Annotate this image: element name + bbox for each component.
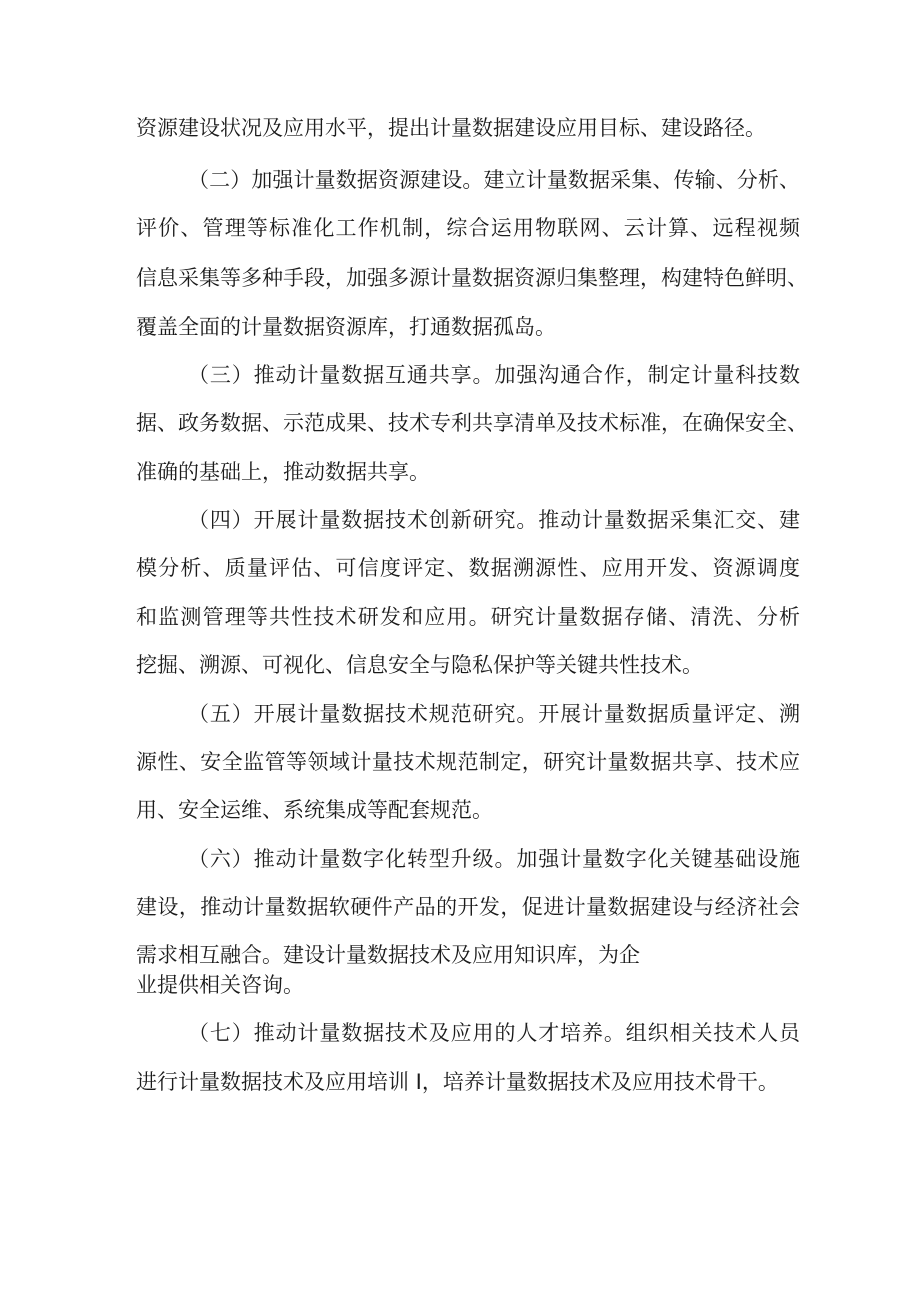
text-line: 源性、安全监管等领域计量技术规范制定，研究计量数据共享、技术应 [136,750,800,774]
paragraph-heading-line: （七）推动计量数据技术及应用的人才培养。组织相关技术人员 [188,1021,800,1045]
text-line: 评价、管理等标准化工作机制，综合运用物联网、云计算、远程视频 [136,216,800,240]
paragraph-heading-line: （三）推动计量数据互通共享。加强沟通合作，制定计量科技数 [188,363,800,387]
text-line: 进行计量数据技术及应用培训 I，培养计量数据技术及应用技术骨干。 [136,1070,779,1094]
text-line: 挖掘、溯源、可视化、信息安全与隐私保护等关键共性技术。 [136,653,703,677]
paragraph-heading-line: （二）加强计量数据资源建设。建立计量数据采集、传输、分析、 [188,168,800,192]
text-line: 模分析、质量评估、可信度评定、数据溯源性、应用开发、资源调度 [136,556,800,580]
paragraph-heading-line: （四）开展计量数据技术创新研究。推动计量数据采集汇交、建 [188,508,800,532]
text-line: 建设，推动计量数据软硬件产品的开发，促进计量数据建设与经济社会 [136,895,800,919]
text-line: 和监测管理等共性技术研发和应用。研究计量数据存储、清洗、分析 [136,605,800,629]
paragraph-heading-line: （六）推动计量数字化转型升级。加强计量数字化关键基础设施 [188,847,800,871]
text-line: 用、安全运维、系统集成等配套规范。 [136,798,493,822]
text-line: 覆盖全面的计量数据资源库，打通数据孤岛。 [136,315,556,339]
text-line: 信息采集等多种手段，加强多源计量数据资源归集整理，构建特色鲜明、 [136,266,808,290]
text-line: 据、政务数据、示范成果、技术专利共享清单及技术标准，在确保安全、 [136,411,808,435]
text-line: 业提供相关咨询。 [136,973,304,997]
text-line: 准确的基础上，推动数据共享。 [136,460,430,484]
paragraph-heading-line: （五）开展计量数据技术规范研究。开展计量数据质量评定、溯 [188,702,800,726]
text-line: 资源建设状况及应用水平，提出计量数据建设应用目标、建设路径。 [136,116,766,140]
text-line: 需求相互融合。建设计量数据技术及应用知识库，为企 [136,943,640,967]
